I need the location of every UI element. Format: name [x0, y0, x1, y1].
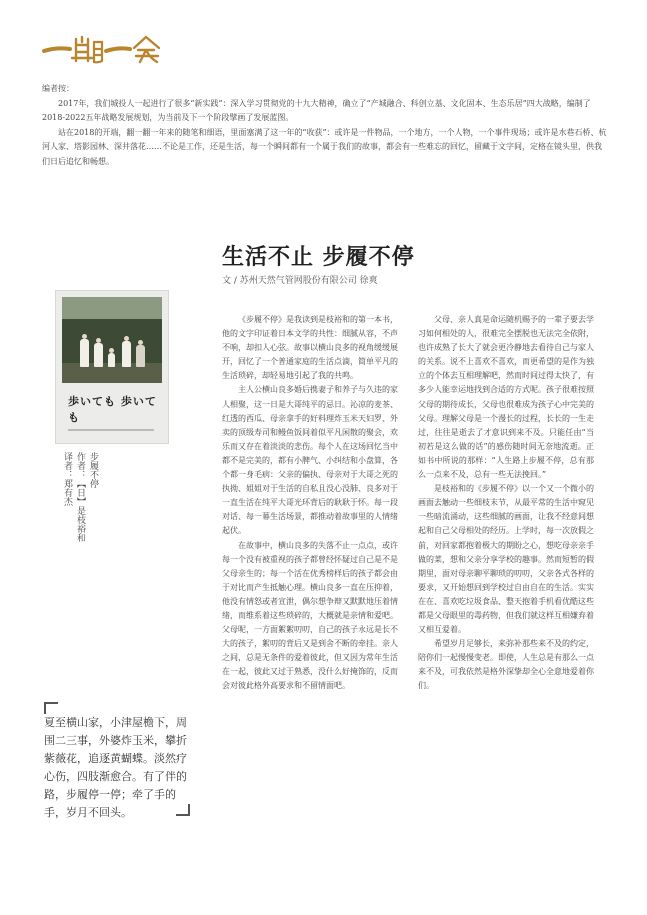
book-title: 步履不停: [88, 452, 98, 488]
editor-note-label: 编者按：: [42, 84, 74, 93]
body-paragraph: 《步履不停》是我读到是枝裕和的第一本书，他的文字印证着日本文学的共性：细腻从容，不声不响，却扣人心弦。故事以横山良多的视角缓缓展开，回忆了一个普通家庭的生活点滴，简单平凡的生活琐碎，却轻易地引起了我的共鸣。: [222, 315, 398, 381]
editor-note-paragraph: 站在2018的开端，翻一翻一年来的随笔和细语，里面塞满了这一年的“收获”：或许是一件物品，一个地方，一个人物，一个事件现场；或许是水巷石桥、杭河人家、塔影园林、深井落花……不论是工作，还是生活，每一个瞬间都有一个属于我们的故事，都会有一些难忘的回忆，留藏于文字间，定格在镜头里，供我们日后追忆和畅想。: [42, 127, 607, 166]
book-cover-image: [55, 290, 169, 444]
book-credits: [60, 452, 99, 602]
body-paragraph: 希望岁月足够长，来弥补那些来不及的约定，陪你们一起慢慢变老。即使，人生总是有那么一点来不及，可我依然是格外深挚却全心全意地爱着你们。: [418, 639, 594, 691]
article-title: 生活不止 步履不停: [222, 245, 415, 270]
body-paragraph: 父母、亲人真是命运随机赐予的一辈子要去学习如何相处的人，很难完全摆脱也无法完全依附，也许成熟了长大了就会更冷静地去看待自己与家人的关系。说不上喜欢不喜欢，而更希望的是作为独立的个体去互相理解吧，然而时间过得太快了，有多少人能幸运地找到合适的方式呢。孩子很难按照父母的期待成长，父母也很难成为孩子心中完美的父母。理解父母是一个漫长的过程，长长的一生走过，往往是逝去了才意识到来不及。只能任由“当初若是这么做的话”的感伤随时间无奈地流逝。正如书中所说的那样：“人生路上步履不停，总有那么一点来不及，总有一些无法挽回。”: [418, 315, 594, 480]
quote-close-icon: [176, 804, 190, 816]
article-body-right-column: [418, 313, 594, 694]
body-paragraph: 主人公横山良多婚后携妻子和养子与久违的家人相聚，这一日是大哥纯平的忌日。沁凉的麦茶、红透的西瓜、母亲拿手的好料理炸玉米天妇罗、外卖的顶级寿司和鳗鱼饭间着似平凡闲散的聚会，欢乐而又存在着淡淡的悲伤。每个人在这场回忆当中都不是完美的，都有小脾气、小纠结和小盘算，各个都一身毛病：父亲的偏执、母亲对于大哥之死的执拗、姐姐对于生活的自私且没心没肺、良多对于一直生活在纯平大哥光环背后的耿耿于怀。每一段对话、每一幕生活场景，都推动着故事里的人情绪起伏。: [222, 385, 398, 536]
pull-quote: 夏至横山家，小津屋檐下，周围二三事，外婆炸玉米，攀折紫薇花，追逐黄蝴蝶。淡然疗心伤，四肢渐愈合。有了伴的路，步履停一停；牵了手的手，岁月不回头。: [44, 716, 187, 819]
article-body-left-column: [222, 313, 398, 694]
editor-note-paragraph: 2017年，我们城投人一起进行了很多“新实践”：深入学习贯彻党的十九大精神，确立了“产城融合、科创立基、文化固本、生态乐居”四大战略，编制了2018-2022五年战略发展规划，为当前及下一个阶段擘画了发展蓝图。: [42, 98, 591, 122]
cover-title: 歩いても 歩いても: [68, 395, 157, 424]
body-paragraph: 在故事中，横山良多的失落不止一点点，或许每一个没有被重视的孩子都曾经怀疑过自己是不是父母亲生的；每一个活在优秀榜样后的孩子都会由于对比而产生抵触心理。横山良多一直在压抑着，他没有情怒或者宣泄，偶尔想争辩又默默地压着情绪，而维系着这些琐碎的，大概就是亲情和爱吧。父母呢，一方面絮絮叨叨，自己的孩子永远是长不大的孩子，絮叨的背后又是到舍不断的牵挂。亲人之间，总是无条件的爱着彼此，但又因为常年生活在一起，彼此又过于熟悉，没什么好掩饰的，反而会对彼此格外高要求和不留情面吧。: [222, 540, 398, 691]
cover-footer-rule: [68, 429, 154, 431]
editor-note: [42, 82, 608, 169]
magazine-logo: [42, 34, 162, 64]
book-translator: 译者：郑有杰: [62, 452, 72, 506]
quote-open-icon: [44, 702, 58, 714]
article-byline: 文 / 苏州天然气管网股份有限公司 徐爽: [222, 276, 378, 286]
logo-calligraphy-icon: [42, 34, 162, 64]
body-paragraph: 是枝裕和的《步履不停》以一个又一个微小的画面去触动一些细枝末节，从最平常的生活中窥见一些暗流涌动，这些细腻的画面，让我不经意间想起和自己父母相处的经历。上学时，每一次放假之前，对回家都抱着极大的期盼之心，想吃母亲亲手做的菜，想和父亲分享学校的趣事。然而短暂的假期里，面对母亲聊平聊琐的叨叨，父亲各式各样的要求，又开始想回到学校过自由自在的生活。实实在在、喜欢吃垃圾食品、整天抱着手机看优酷这些都是父母眼里的毒药物，但我们就这样互相嫌弃着又相互爱着。: [418, 484, 594, 635]
book-author: 作者：【日】是枝裕和: [75, 452, 85, 542]
cover-photo: [62, 297, 162, 383]
